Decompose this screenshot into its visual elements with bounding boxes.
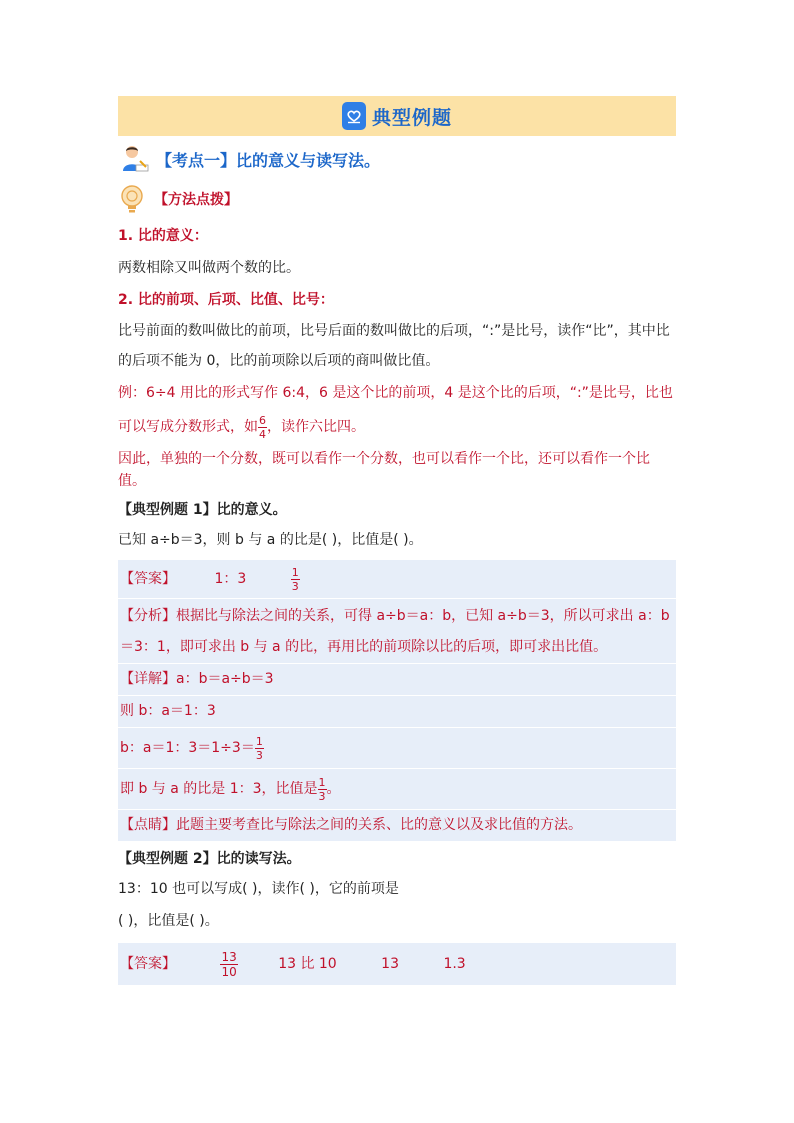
detail-fraction: $\frac{1}{3}$ (255, 734, 263, 762)
example-1-title: 【典型例题 1】比的意义。 (118, 502, 287, 518)
method-item-heading: 2. 比的前项、后项、比值、比号： (118, 292, 334, 308)
answer-ratio: 1：3 (214, 571, 247, 587)
example-1-detail-4: 即 b 与 a 的比是 1：3，比值是 $\frac{1}{3}$ 。 (120, 775, 341, 803)
student-writing-icon (118, 143, 150, 175)
example-1-comment: 【点睛】此题主要考查比与除法之间的关系、比的意义以及求比值的方法。 (120, 817, 582, 833)
answer-read: 13 比 10 (278, 956, 337, 972)
method-item-heading: 1. 比的意义： (118, 228, 208, 244)
method-item-text: 两数相除又叫做两个数的比。 (118, 260, 300, 276)
example-2-question-2: ( )，比值是( )。 (118, 913, 219, 929)
method-title: 【方法点拨】 (154, 192, 238, 208)
example-1-detail-2: 则 b：a＝1：3 (120, 703, 216, 719)
method-item-text: 比号前面的数叫做比的前项，比号后面的数叫做比的后项，“:”是比号，读作“比”，其中比的后项不能为 0，比的前项除以后项的商叫做比值。 (118, 323, 670, 369)
answer-fraction: $\frac{13}{10}$ (221, 949, 237, 979)
example-2-title: 【典型例题 2】比的读写法。 (118, 851, 301, 867)
kaodian-title: 【考点一】比的意义与读写法。 (156, 150, 381, 170)
example-1-solution-box (118, 560, 676, 841)
example-1-detail-1: 【详解】a：b＝a÷b＝3 (120, 671, 274, 687)
analysis-label: 【分析】 (120, 608, 176, 624)
detail-fraction-2: $\frac{1}{3}$ (318, 775, 326, 803)
example-1-answer (118, 560, 676, 598)
document-page (118, 96, 676, 985)
comment-label: 【点睛】 (120, 817, 176, 833)
section-title: 典型例题 (371, 106, 452, 129)
method-heading (118, 182, 676, 216)
heart-book-icon (342, 102, 366, 130)
example-1-question: 已知 a÷b＝3，则 b 与 a 的比是( )，比值是( )。 (118, 532, 423, 548)
answer-value: 1.3 (443, 956, 466, 972)
section-banner (118, 96, 676, 136)
example-2-answer (118, 943, 676, 985)
example-note (118, 376, 676, 444)
example-conclusion: 因此，单独的一个分数，既可以看作一个分数，也可以看作一个比，还可以看作一个比值。 (118, 451, 650, 489)
answer-label: 【答案】 (120, 956, 176, 972)
example-2-solution-box (118, 943, 676, 985)
answer-fraction: $\frac{1}{3}$ (291, 565, 299, 593)
example-2-question-1: 13：10 也可以写成( )，读作( )，它的前项是 (118, 881, 399, 897)
example-note-text-end: ，读作六比四。 (267, 419, 365, 435)
answer-label: 【答案】 (120, 571, 176, 587)
lightbulb-icon (118, 184, 146, 214)
answer-front: 13 (381, 956, 399, 972)
kaodian-heading (118, 142, 676, 176)
fraction-6-over-4: $\frac{6}{4}$ (259, 413, 266, 441)
example-note-text: 例：6÷4 用比的形式写作 6:4，6 是这个比的前项，4 是这个比的后项，“:”是比号，比也可以写成分数形式，如 (118, 385, 673, 435)
detail-label: 【详解】 (120, 671, 176, 687)
example-1-analysis (118, 599, 676, 663)
method-item-1 (118, 220, 676, 284)
method-item-2 (118, 284, 676, 376)
analysis-text: 根据比与除法之间的关系，可得 a÷b＝a：b，已知 a÷b＝3，所以可求出 a：b＝3：1，即可求出 b 与 a 的比，再用比的前项除以比的后项，即可求出比值。 (120, 608, 670, 655)
example-1-detail-3: b：a＝1：3＝1÷3＝ $\frac{1}{3}$ (120, 734, 263, 762)
